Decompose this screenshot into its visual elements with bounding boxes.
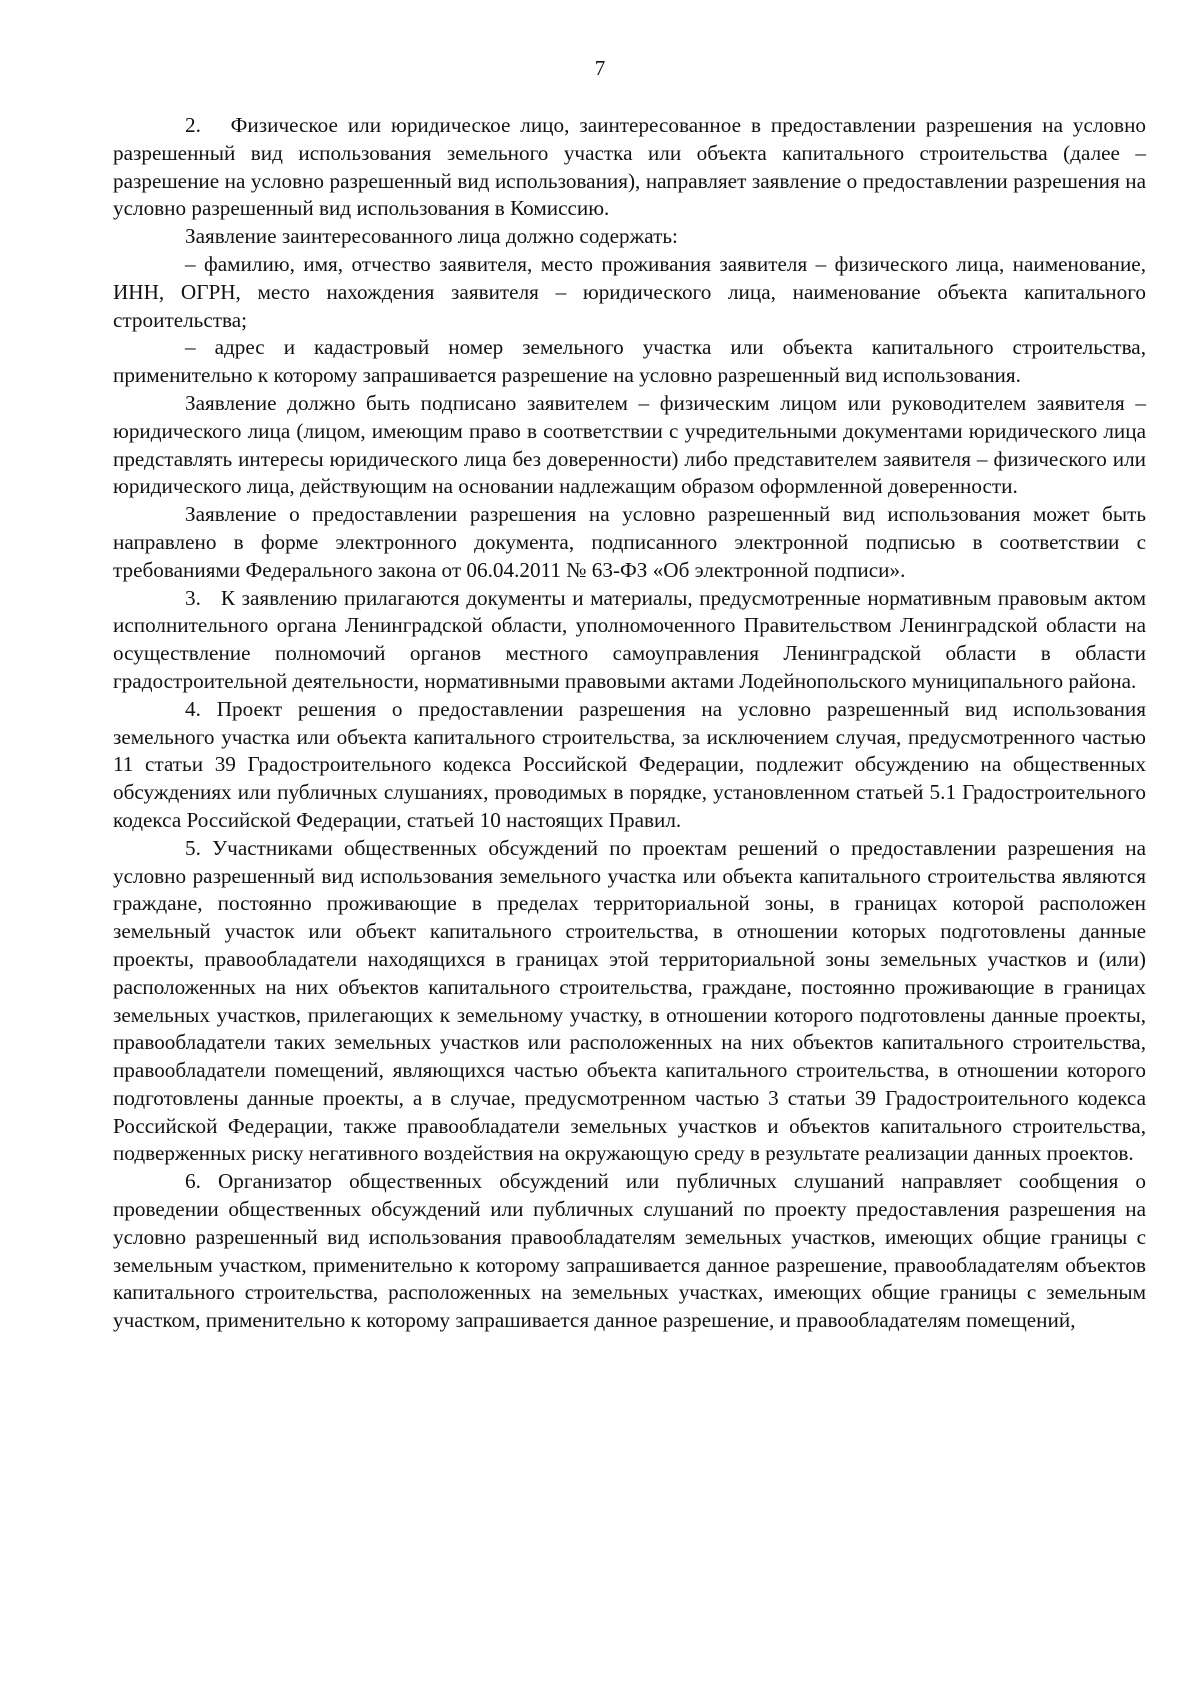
document-body bbox=[113, 112, 1146, 1335]
paragraph-address-cadastral: – адрес и кадастровый номер земельного участка или объекта капитального строительства, применительно к которому запрашивается разрешение на условно разрешенный вид использования. bbox=[113, 335, 1146, 388]
paragraph-5-participants: 5. Участниками общественных обсуждений по проектам решений о предоставлении разрешения на условно разрешенный вид использования земельного участка или объекта капитального строительства являются граждане, постоянно проживающие в пределах территориальной зоны, в границах которой расположен земельный участок или объект капитального строительства, в отношении которых подготовлены данные проекты, правообладатели находящихся в границах этой территориальной зоны земельных участков и (или) расположенных на них объектов капитального строительства, граждане, постоянно проживающие в границах земельных участков, прилегающих к земельному участку, в отношении которого подготовлены данные проекты, правообладатели таких земельных участков или расположенных на них объектов капитального строительства, правообладатели помещений, являющихся частью объекта капитального строительства, в отношении которого подготовлены данные проекты, а в случае, предусмотренном частью 3 статьи 39 Градостроительного кодекса Российской Федерации, также правообладатели земельных участков и объектов капитального строительства, подверженных риску негативного воздействия на окружающую среду в результате реализации данных проектов. bbox=[113, 835, 1146, 1166]
paragraph-3-attachments: 3. К заявлению прилагаются документы и материалы, предусмотренные нормативным правовым актом исполнительного органа Ленинградской области, уполномоченного Правительством Ленинградской области на осуществление полномочий органов местного самоуправления Ленинградской области в области градостроительной деятельности, нормативными правовыми актами Лодейнопольского муниципального района. bbox=[113, 585, 1146, 693]
paragraph-6-organizer: 6. Организатор общественных обсуждений или публичных слушаний направляет сообщения о проведении общественных обсуждений или публичных слушаний по проекту предоставления разрешения на условно разрешенный вид использования правообладателям земельных участков, имеющих общие границы с земельным участком, применительно к которому запрашивается данное разрешение, правообладателям объектов капитального строительства, расположенных на земельных участках, имеющих общие границы с земельным участком, применительно к которому запрашивается данное разрешение, и правообладателям помещений, bbox=[113, 1169, 1146, 1333]
page-number: 7 bbox=[594, 56, 606, 80]
paragraph-applicant-name: – фамилию, имя, отчество заявителя, место проживания заявителя – физического лица, наименование, ИНН, ОГРН, место нахождения заявителя – юридического лица, наименование объекта капитального строительства; bbox=[113, 251, 1146, 332]
paragraph-application-contents: Заявление заинтересованного лица должно содержать: bbox=[185, 224, 678, 249]
paragraph-2-application: 2. Физическое или юридическое лицо, заинтересованное в предоставлении разрешения на условно разрешенный вид использования земельного участка или объекта капитального строительства (далее – разрешение на условно разрешенный вид использования), направляет заявление о предоставлении разрешения на условно разрешенный вид использования в Комиссию. bbox=[113, 113, 1146, 221]
paragraph-4-draft-decision: 4. Проект решения о предоставлении разрешения на условно разрешенный вид использования земельного участка или объекта капитального строительства, за исключением случая, предусмотренного частью 11 статьи 39 Градостроительного кодекса Российской Федерации, подлежит обсуждению на общественных обсуждениях или публичных слушаниях, проводимых в порядке, установленном статьей 5.1 Градостроительного кодекса Российской Федерации, статьей 10 настоящих Правил. bbox=[113, 696, 1146, 832]
paragraph-electronic-document: Заявление о предоставлении разрешения на условно разрешенный вид использования может быть направлено в форме электронного документа, подписанного электронной подписью в соответствии с требованиями Федерального закона от 06.04.2011 № 63-ФЗ «Об электронной подписи». bbox=[113, 502, 1146, 582]
paragraph-signature: Заявление должно быть подписано заявителем – физическим лицом или руководителем заявителя – юридического лица (лицом, имеющим право в соответствии с учредительными документами юридического лица представлять интересы юридического лица без доверенности) либо представителем заявителя – физического или юридического лица, действующим на основании надлежащим образом оформленной доверенности. bbox=[113, 390, 1146, 499]
